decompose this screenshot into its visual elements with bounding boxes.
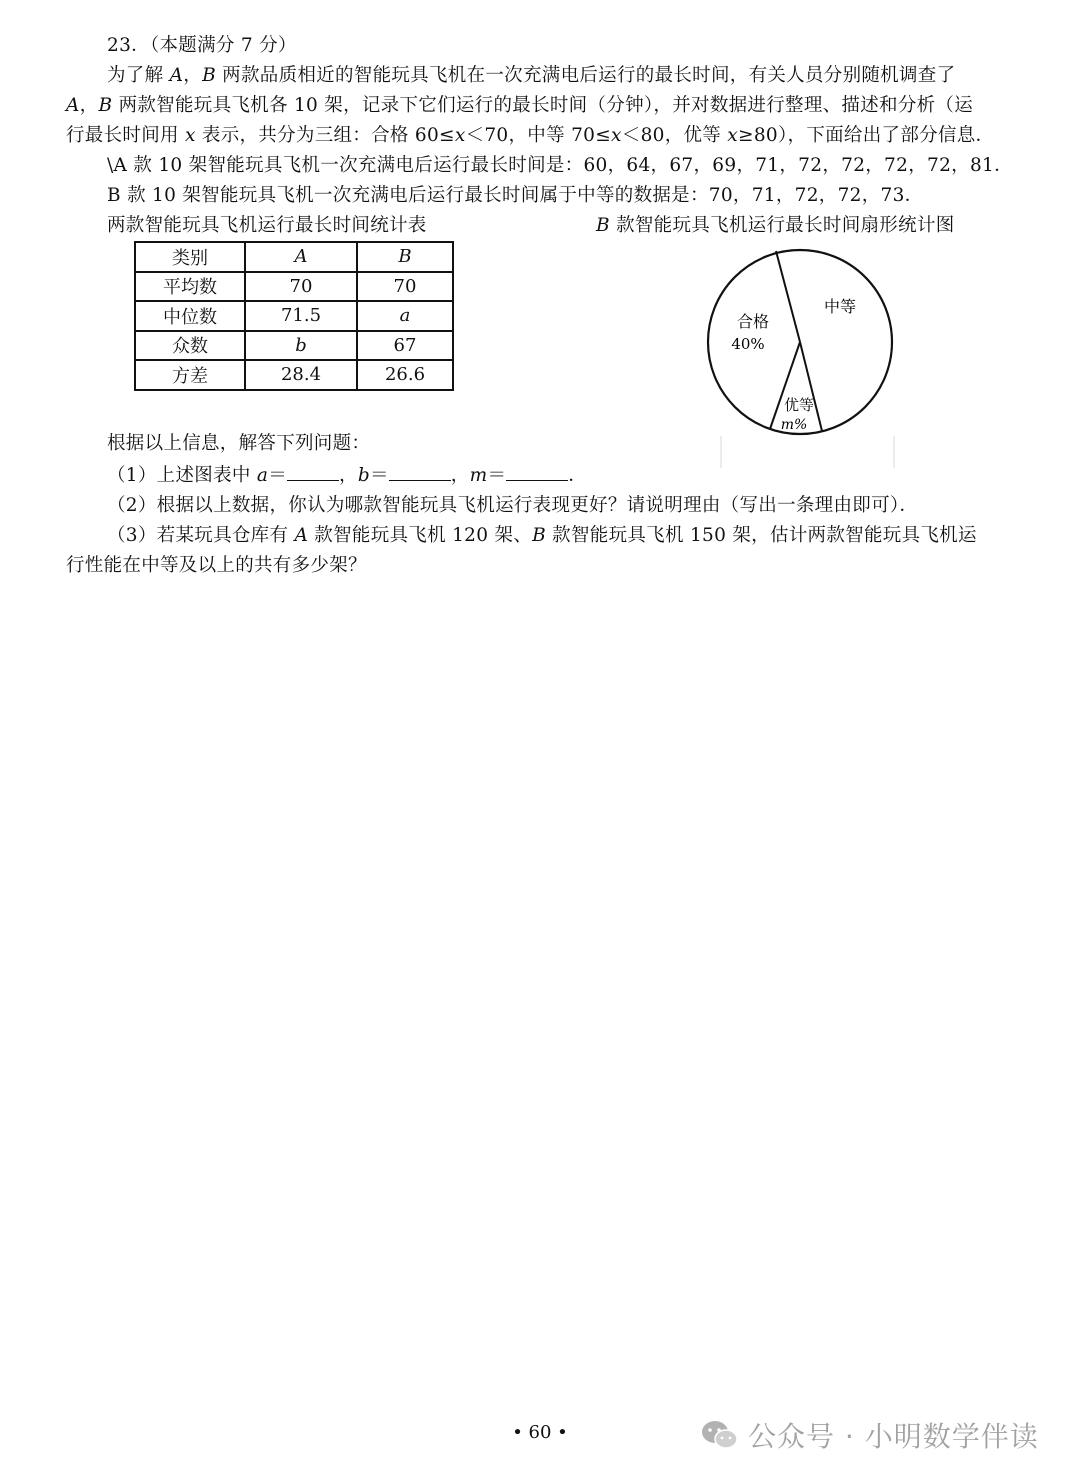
var-B: B	[202, 65, 216, 86]
table-header-cell: B	[357, 242, 453, 272]
table-cell: 71.5	[245, 301, 357, 331]
var-B: B	[596, 215, 610, 236]
var-m: m	[469, 465, 488, 486]
q3-text: 款智能玩具飞机 150 架，估计两款智能玩具飞机运	[546, 525, 977, 546]
var-A: A	[169, 65, 184, 86]
intro-text: ＜70，中等 70≤	[465, 125, 612, 146]
intro-text: 行最长时间用	[66, 125, 185, 146]
table-row	[135, 331, 453, 361]
table-cell: 平均数	[135, 272, 245, 302]
intro-line-1	[107, 61, 955, 91]
answer-blank-b[interactable]	[389, 462, 451, 481]
table-caption-text: 两款智能玩具飞机运行最长时间统计表	[107, 215, 427, 236]
table-header-row	[135, 242, 453, 272]
table-cell: 70	[245, 272, 357, 302]
data-B-text: B 款 10 架智能玩具飞机一次充满电后运行最长时间属于中等的数据是：70，71，72，72，73．	[107, 185, 924, 206]
intro-text: 表示，共分为三组：合格 60≤	[195, 125, 455, 146]
answer-blank-m[interactable]	[506, 462, 568, 481]
var-A: A	[66, 95, 80, 116]
slice-label-medium: 中等	[823, 297, 857, 316]
q1-text: ，	[339, 465, 358, 486]
q3-text: 行性能在中等及以上的共有多少架？	[66, 555, 367, 576]
answer-blank-a[interactable]	[287, 462, 339, 481]
question-2	[107, 491, 918, 521]
table-row	[135, 272, 453, 302]
table-cell: 中位数	[135, 301, 245, 331]
slice-percent-excellent: m%	[780, 417, 808, 433]
pie-chart	[700, 240, 900, 472]
table-cell: 70	[357, 272, 453, 302]
var-B: B	[98, 95, 113, 116]
intro-text: 两款智能玩具飞机各 10 架，记录下它们运行的最长时间（分钟），并对数据进行整理、描述和分析（运	[112, 95, 974, 116]
table-cell: b	[245, 331, 357, 361]
wechat-icon	[700, 1418, 740, 1452]
pie-caption-text: 款智能玩具飞机运行最长时间扇形统计图	[609, 215, 955, 236]
intro-text: ＜80，优等	[621, 125, 728, 146]
q3-text: 款智能玩具飞机 120 架、	[308, 525, 533, 546]
pie-caption	[596, 211, 955, 241]
slice-label-excellent: 优等	[783, 396, 815, 414]
slice-percent-pass: 40%	[731, 335, 765, 353]
table-caption	[107, 211, 427, 241]
stats-table	[134, 241, 454, 391]
pie-chart-container	[700, 240, 900, 472]
data-B-line	[107, 181, 923, 211]
intro-line-2	[66, 91, 973, 121]
q1-text: ＝	[487, 465, 507, 486]
data-A-line	[107, 151, 1013, 181]
question-3-line-2	[66, 551, 367, 581]
question-1	[107, 461, 587, 491]
intro-text: ≥80），下面给出了部分信息．	[738, 125, 995, 146]
table-cell: 26.6	[357, 360, 453, 390]
questions-lead	[107, 429, 370, 459]
table-header-cell: 类别	[135, 242, 245, 272]
intro-text: 为了解	[107, 65, 170, 86]
var-x: x	[611, 125, 622, 146]
table-cell: 方差	[135, 360, 245, 390]
table-cell: 28.4	[245, 360, 357, 390]
table-cell: a	[357, 301, 453, 331]
q3-text: （3）若某玩具仓库有	[107, 525, 295, 546]
intro-text: ，	[183, 65, 203, 86]
var-x: x	[727, 125, 739, 146]
intro-text: 两款品质相近的智能玩具飞机在一次充满电后运行的最长时间，有关人员分别随机调查了	[215, 65, 956, 86]
page-number-text: • 60 •	[512, 1422, 568, 1443]
intro-line-3	[66, 121, 994, 151]
watermark-text: 公众号 · 小明数学伴读	[748, 1420, 1039, 1453]
slice-label-pass: 合格	[736, 312, 770, 331]
question-header-text: 23．（本题满分 7 分）	[107, 35, 297, 56]
var-x: x	[184, 125, 196, 146]
question-3	[107, 521, 977, 551]
q2-text: （2）根据以上数据，你认为哪款智能玩具飞机运行表现更好？请说明理由（写出一条理由即可）．	[107, 495, 919, 516]
var-x: x	[454, 125, 466, 146]
var-A: A	[294, 525, 309, 546]
table-cell: 67	[357, 331, 453, 361]
table-row	[135, 360, 453, 390]
q1-text: ．	[568, 465, 588, 486]
q1-text: ＝	[369, 465, 389, 486]
q1-text: （1）上述图表中	[107, 465, 257, 486]
table-row	[135, 301, 453, 331]
var-a: a	[256, 465, 269, 486]
var-b: b	[357, 465, 370, 486]
q1-text: ，	[450, 465, 470, 486]
q1-text: ＝	[268, 465, 288, 486]
table-header-cell: A	[245, 242, 357, 272]
question-header	[107, 31, 297, 61]
data-A-text: \A 款 10 架智能玩具飞机一次充满电后运行最长时间是：60，64，67，69，71，72，72，72，72，81．	[107, 155, 1013, 176]
var-B: B	[532, 525, 546, 546]
intro-text: ，	[79, 95, 99, 116]
watermark	[700, 1415, 1039, 1455]
table-cell: 众数	[135, 331, 245, 361]
questions-lead-text: 根据以上信息，解答下列问题：	[107, 433, 371, 454]
